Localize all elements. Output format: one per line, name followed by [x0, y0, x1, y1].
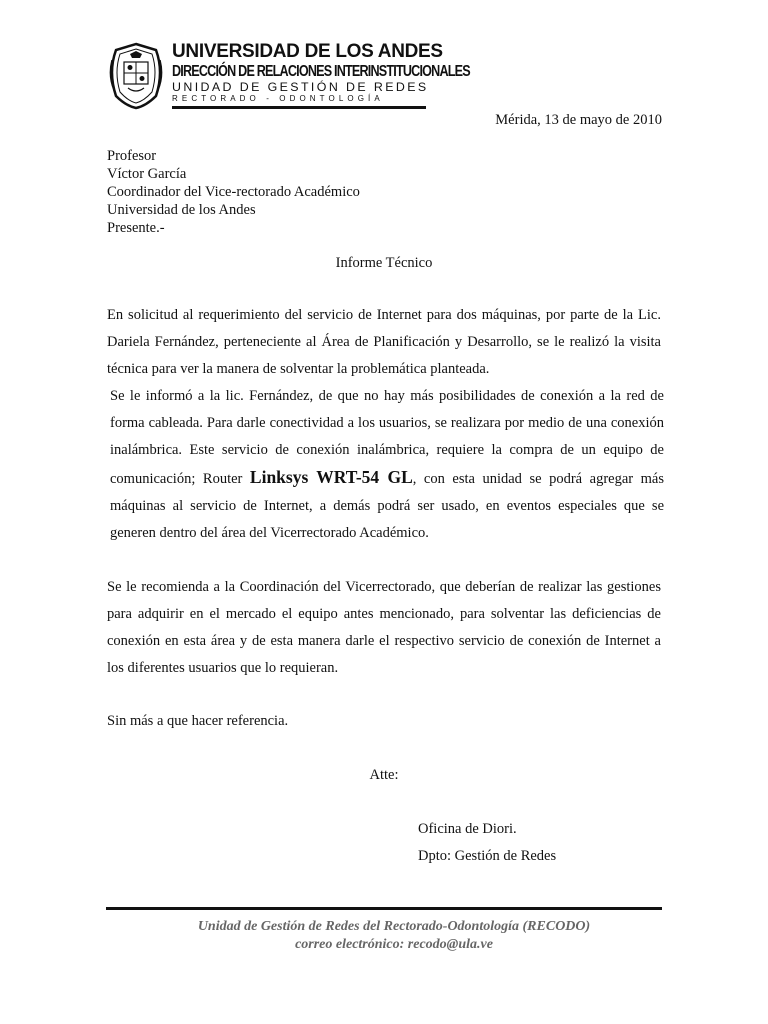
footer: [106, 918, 682, 954]
letterhead: [106, 41, 470, 112]
footer-unit: Unidad de Gestión de Redes del Rectorado-Odontología (RECODO): [197, 919, 591, 934]
recipient-name: Víctor García: [107, 166, 187, 182]
signature-department: Dpto: Gestión de Redes: [418, 848, 557, 864]
closing-atte: Atte:: [369, 767, 399, 783]
body-paragraph-1: En solicitud al requerimiento del servicio de Internet para dos máquinas, por parte de la Lic. Dariela Fernández, perteneciente al Área de Planificación y Desarrollo, se le realizó la visita técnica para ver la manera de solventar la problemática planteada.: [107, 307, 661, 377]
university-seal-icon: [106, 42, 166, 110]
letterhead-rule: [172, 106, 426, 109]
recipient-institution: Universidad de los Andes: [107, 202, 256, 218]
footer-email: correo electrónico: recodo@ula.ve: [295, 937, 493, 952]
recipient-closing: Presente.-: [107, 220, 165, 236]
footer-rule: [106, 907, 662, 910]
body-paragraph-4: Sin más a que hacer referencia.: [107, 713, 289, 729]
body-paragraph-3: Se le recomienda a la Coordinación del Vicerrectorado, que deberían de realizar las gestiones para adquirir en el mercado el equipo antes mencionado, para solventar las deficiencias de conexión en esta área y de esta manera darle el respectivo servicio de conexión de Internet a los diferentes usuarios que lo requieran.: [107, 579, 661, 676]
university-name: UNIVERSIDAD DE LOS ANDES: [172, 41, 443, 62]
direction-name: DIRECCIÓN DE RELACIONES INTERINSTITUCIONALES: [172, 62, 470, 80]
signature-office: Oficina de Diori.: [418, 821, 517, 837]
body-paragraph-2: [107, 383, 664, 547]
router-model: Linksys WRT-54 GL: [249, 467, 413, 487]
unit-name: UNIDAD DE GESTIÓN DE REDES: [172, 80, 429, 94]
paragraph-2-text-start: Se le informó a la lic. Fernández, de que no hay más posibilidades de conexión a la red de forma cableada. Para darle conectividad a los usuarios, se realizara por medio de una conexión inalámbrica. Este servicio de conexión inalámbrica, requiere la compra de un equipo de comunicación; Router: [110, 388, 664, 487]
recipient-title: Profesor: [107, 148, 157, 164]
letter-subject: Informe Técnico: [335, 255, 433, 271]
paragraph-2-text-end: , con esta unidad se podrá agregar más máquinas al servicio de Internet, a demás podrá ser usado, en eventos especiales que se generen dentro del área del Vicerrectorado Académico.: [110, 471, 665, 541]
recipient-block: [107, 147, 360, 237]
subunit-name: RECTORADO - ODONTOLOGÍA: [172, 94, 384, 103]
letter-date: Mérida, 13 de mayo de 2010: [495, 112, 662, 128]
recipient-position: Coordinador del Vice-rectorado Académico: [107, 184, 360, 200]
